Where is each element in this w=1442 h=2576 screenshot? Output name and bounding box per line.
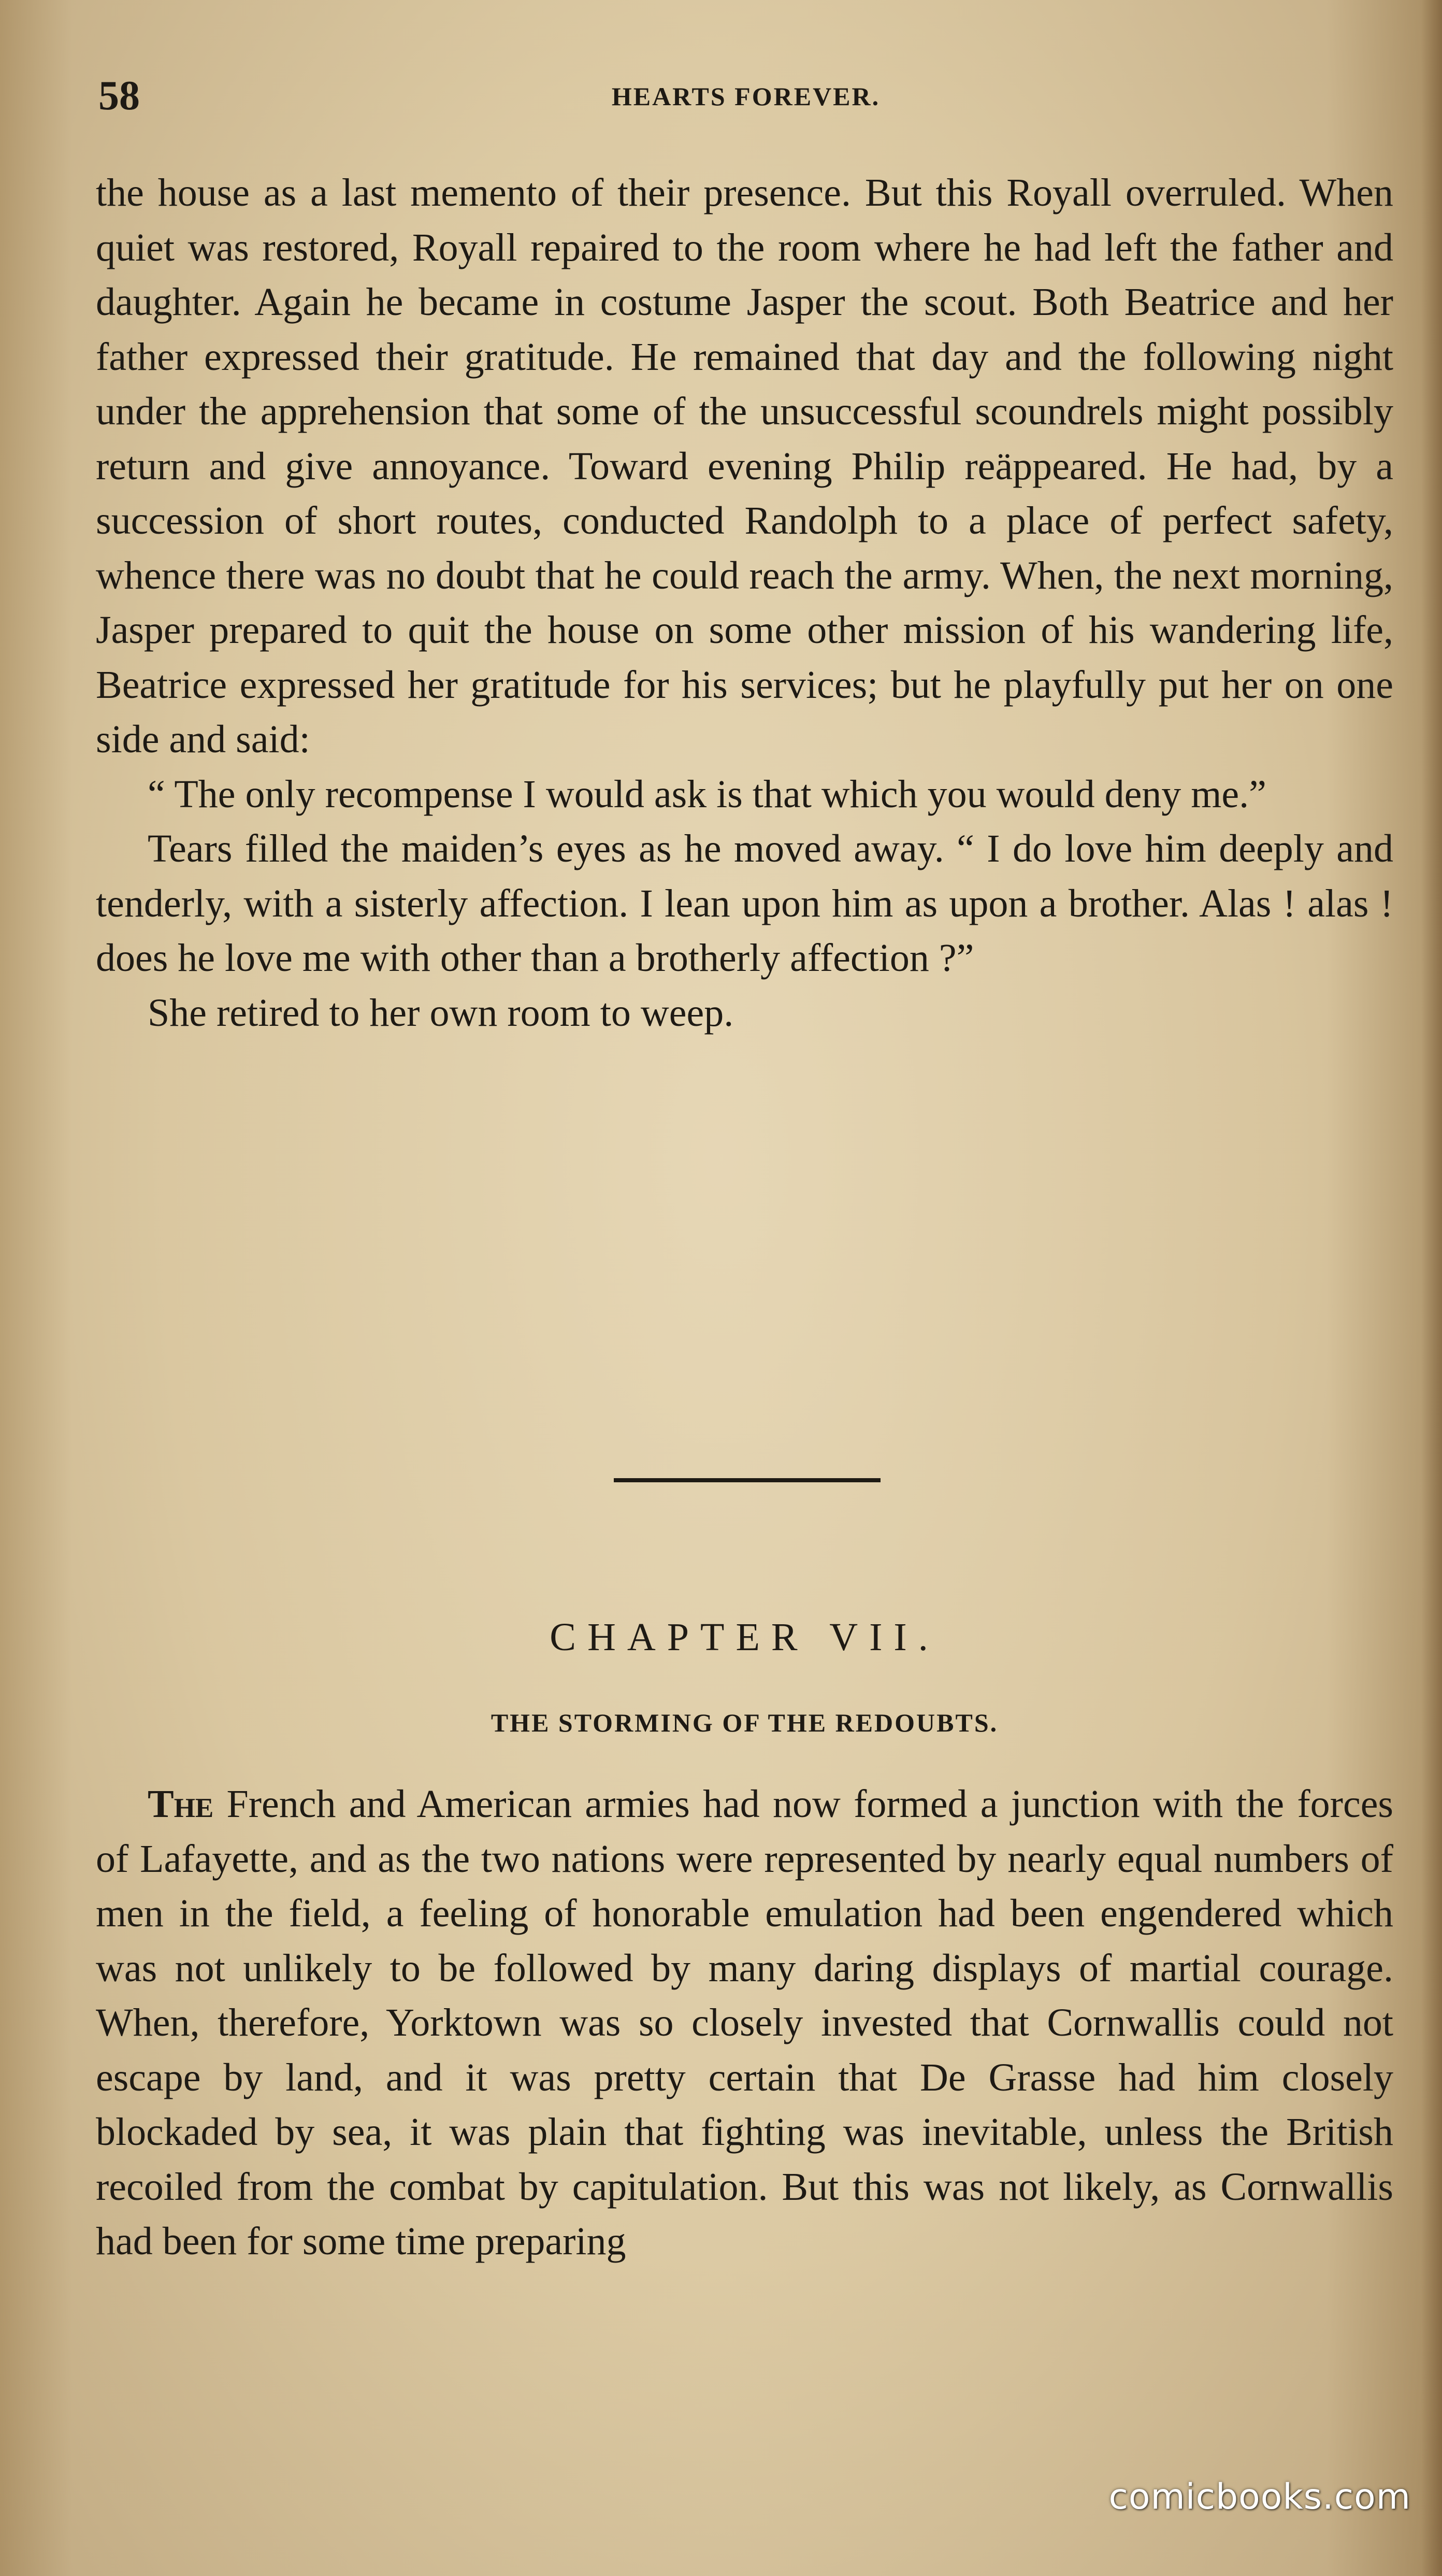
chapter-subtitle: THE STORMING OF THE REDOUBTS. — [491, 1708, 999, 1737]
running-head: HEARTS FOREVER. — [611, 82, 881, 111]
watermark-logo: comicbooks.com — [1108, 2477, 1411, 2517]
paragraph: She retired to her own room to weep. — [148, 991, 734, 1035]
page-header — [98, 73, 1393, 119]
paragraph: Tears filled the maiden’s eyes as he moved away. “ I do love him deeply and tenderly, with a sisterly affection. I lean upon him as upon a brother. Alas ! alas ! does he love me with other than a brotherly affection ?” — [96, 827, 1393, 980]
chapter-text-block — [96, 1777, 1393, 2269]
page-number: 58 — [98, 73, 140, 119]
section-divider — [614, 1478, 881, 1482]
paragraph-text: French and American armies had now formed a junction with the forces of Lafayette, and as the two nations were represented by nearly equal numbers of men in the field, a feeling of honorable emulation had been engendered which was not unlikely to be followed by many daring displays of martial courage. When, therefore, Yorktown was so closely invested that Cornwallis could not escape by land, and it was pretty certain that De Grasse had him closely blockaded by sea, it was plain that fighting was inevitable, unless the British recoiled from the combat by capitulation. But this was not likely, as Cornwallis had been for some time preparing — [96, 1782, 1393, 2263]
chapter-title: CHAPTER VII. — [550, 1615, 940, 1659]
page-edge-shadow — [1421, 0, 1442, 2576]
chapter-lead-word: The — [148, 1782, 214, 1826]
body-text-block — [96, 166, 1393, 1040]
paragraph — [96, 1777, 1393, 2269]
paragraph: the house as a last memento of their presence. But this Royall overruled. When quiet was restored, Royall repaired to the room where he had left the father and daughter. Again he became in costume Jasper the scout. Both Beatrice and her father expressed their gratitude. He remained that day and the following night under the apprehension that some of the unsuccessful scoundrels might possibly return and give annoyance. Toward evening Philip reäppeared. He had, by a succession of short routes, conducted Randolph to a place of perfect safety, whence there was no doubt that he could reach the army. When, the next morning, Jasper prepared to quit the house on some other mission of his wandering life, Beatrice expressed her gratitude for his services; but he playfully put her on one side and said: — [96, 171, 1393, 761]
paragraph: “ The only recompense I would ask is that which you would deny me.” — [148, 772, 1266, 816]
